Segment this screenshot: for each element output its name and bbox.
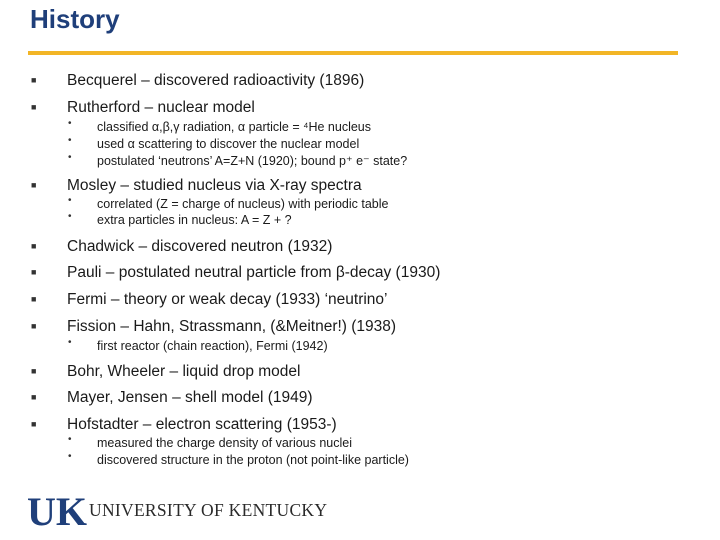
dot-bullet-icon: • xyxy=(68,434,72,445)
dot-bullet-icon: • xyxy=(68,135,72,146)
square-bullet-icon: ■ xyxy=(31,321,37,331)
square-bullet-icon: ■ xyxy=(31,75,37,85)
bullet-text: Rutherford – nuclear model xyxy=(67,99,255,116)
bullet-text: Mayer, Jensen – shell model (1949) xyxy=(67,389,313,406)
dot-bullet-icon: • xyxy=(68,195,72,206)
bullet-text: Fermi – theory or weak decay (1933) ‘neutrino’ xyxy=(67,291,388,308)
sub-bullet-text: measured the charge density of various nuclei xyxy=(97,436,353,450)
bullet-text: Fission – Hahn, Strassmann, (&Meitner!) (1938) xyxy=(67,318,397,335)
sub-bullet-text: first reactor (chain reaction), Fermi (1942) xyxy=(97,339,328,353)
square-bullet-icon: ■ xyxy=(31,102,37,112)
sub-bullet-text: used α scattering to discover the nuclear model xyxy=(97,137,360,151)
bullet-text: Chadwick – discovered neutron (1932) xyxy=(67,238,333,255)
bullet-text: Hofstadter – electron scattering (1953-) xyxy=(67,416,337,433)
slide-title: History xyxy=(30,4,120,34)
university-name: UNIVERSITY OF KENTUCKY xyxy=(89,500,328,520)
university-logo xyxy=(27,492,327,528)
square-bullet-icon: ■ xyxy=(31,294,37,304)
bullet-text: Becquerel – discovered radioactivity (1896) xyxy=(67,72,365,89)
square-bullet-icon: ■ xyxy=(31,241,37,251)
sub-bullet-text: postulated ‘neutrons’ A=Z+N (1920); bound p⁺ e⁻ state? xyxy=(97,154,408,168)
dot-bullet-icon: • xyxy=(68,451,72,462)
dot-bullet-icon: • xyxy=(68,337,72,348)
square-bullet-icon: ■ xyxy=(31,180,37,190)
square-bullet-icon: ■ xyxy=(31,366,37,376)
dot-bullet-icon: • xyxy=(68,152,72,163)
bullet-text: Bohr, Wheeler – liquid drop model xyxy=(67,363,301,380)
svg-text:UK: UK xyxy=(27,492,87,528)
sub-bullet-text: extra particles in nucleus: A = Z + ? xyxy=(97,213,292,227)
square-bullet-icon: ■ xyxy=(31,267,37,277)
dot-bullet-icon: • xyxy=(68,118,72,129)
dot-bullet-icon: • xyxy=(68,211,72,222)
square-bullet-icon: ■ xyxy=(31,419,37,429)
square-bullet-icon: ■ xyxy=(31,392,37,402)
sub-bullet-text: classified α,β,γ radiation, α particle = ⁴He nucleus xyxy=(97,120,372,134)
uk-logo-icon xyxy=(27,492,87,528)
sub-bullet-text: correlated (Z = charge of nucleus) with periodic table xyxy=(97,197,389,211)
bullet-text: Pauli – postulated neutral particle from β-decay (1930) xyxy=(67,264,441,281)
sub-bullet-text: discovered structure in the proton (not point-like particle) xyxy=(97,453,409,467)
bullet-text: Mosley – studied nucleus via X-ray spectra xyxy=(67,177,362,194)
